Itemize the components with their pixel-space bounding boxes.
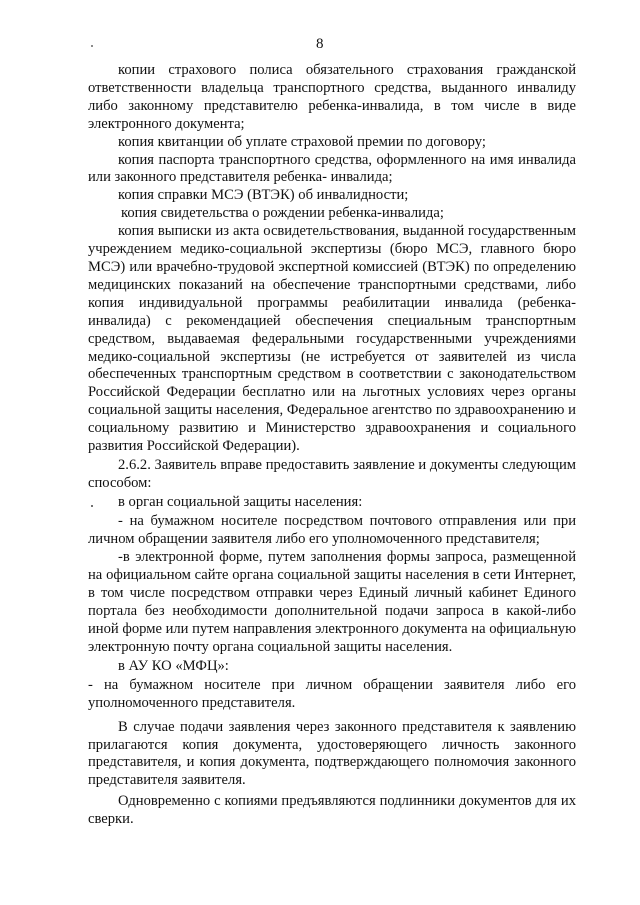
paragraph-section-2-6-2: 2.6.2. Заявитель вправе предоставить заявление и документы следующим способом: (88, 456, 576, 491)
paragraph-mse-certificate: копия справки МСЭ (ВТЭК) об инвалидности; (118, 187, 409, 204)
paragraph-original-documents: Одновременно с копиями предъявляются подлинники документов для их сверки. (88, 793, 576, 828)
paragraph-birth-certificate: копия свидетельства о рождении ребенка-инвалида; (121, 205, 444, 222)
document-body (88, 62, 576, 829)
paragraph-mfc-heading: в АУ КО «МФЦ»: (118, 657, 229, 674)
paragraph-premium-receipt: копия квитанции об уплате страховой премии по договору; (118, 133, 486, 150)
paragraph-paper-submission: - на бумажном носителе посредством почтового отправления или при личном обращении заявителя либо его уполномоченного представителя; (88, 512, 576, 547)
paragraph-examination-extract: копия выписки из акта освидетельствования, выданной государственным учреждением медико-социальной экспертизы (бюро МСЭ, главного бюро МСЭ) или врачебно-трудовой экспертной комиссией (ВТЭК) по определению медицинских показаний на обеспечение транспортными средствами, либо копия индивидуальной программы реабилитации инвалида (ребенка-инвалида) с рекомендацией обеспечения специальным транспортным средством, выдаваемая федеральными государственными учреждениями медико-социальной экспертизы (не истребуется от заявителей из числа обеспеченных транспортным средством в соответствии с законодательством Российской Федерации бесплатно или на льготных условиях через органы социальной защиты населения, Федеральное агентство по здравоохранению и социальному развитию и Министерство здравоохранения и социального развития Российской Федерации). (88, 223, 576, 455)
paragraph-legal-representative: В случае подачи заявления через законного представителя к заявлению прилагаются копия документа, удостоверяющего личность законного представителя, и копия документа, подтверждающего полномочия законного представителя заявителя. (88, 718, 576, 789)
paragraph-social-protection-heading: в орган социальной защиты населения: (118, 493, 363, 510)
paragraph-electronic-submission: -в электронной форме, путем заполнения формы запроса, размещенной на официальном сайте органа социальной защиты населения в сети Интернет, в том числе посредством отправки через Единый личный кабинет Единого портала без необходимости дополнительной подачи запроса в какой-либо иной форме или путем направления электронного документа на официальную электронную почту органа социальной защиты населения. (88, 549, 576, 655)
page-number: 8 (316, 36, 324, 52)
scan-speck (91, 45, 93, 47)
scan-speck (91, 505, 93, 507)
paragraph-insurance-policy: копии страхового полиса обязательного страхования гражданской ответственности владельца транспортного средства, выданного инвалиду либо законному представителю ребенка-инвалида, в том числе в виде электронного документа; (88, 62, 576, 132)
paragraph-mfc-paper-submission: - на бумажном носителе при личном обращении заявителя либо его уполномоченного представителя. (88, 676, 576, 711)
paragraph-vehicle-passport: копия паспорта транспортного средства, оформленного на имя инвалида или законного представителя ребенка- инвалида; (88, 151, 576, 186)
